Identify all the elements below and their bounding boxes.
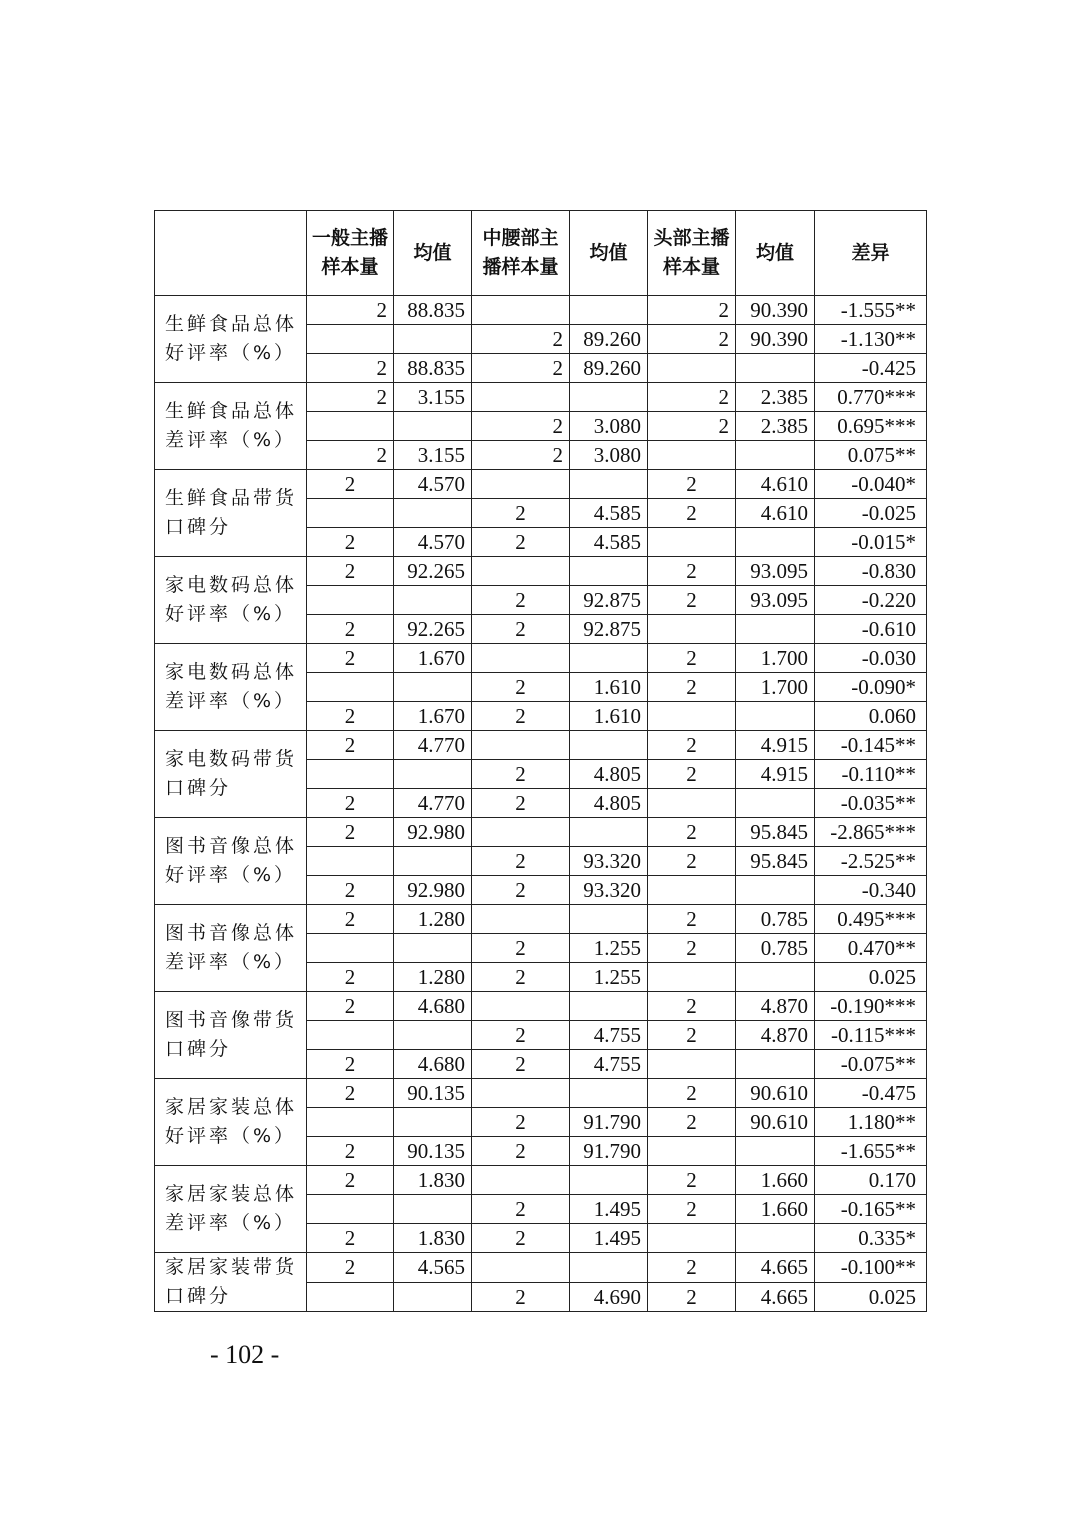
mid-mean-cell: 93.320 xyxy=(570,876,648,905)
general-sample-cell xyxy=(307,499,394,528)
top-sample-cell: 2 xyxy=(648,1282,736,1312)
mid-sample-cell: 2 xyxy=(472,760,570,789)
difference-cell: 0.060 xyxy=(815,702,927,731)
mid-sample-cell xyxy=(472,731,570,760)
mid-sample-cell xyxy=(472,1166,570,1195)
top-sample-cell: 2 xyxy=(648,731,736,760)
mid-mean-cell: 1.255 xyxy=(570,963,648,992)
difference-cell: -0.110** xyxy=(815,760,927,789)
top-mean-cell: 95.845 xyxy=(736,847,815,876)
general-mean-cell: 90.135 xyxy=(394,1079,472,1108)
table-row xyxy=(155,470,927,499)
mid-mean-cell xyxy=(570,1253,648,1283)
top-sample-cell: 2 xyxy=(648,1253,736,1283)
general-mean-cell xyxy=(394,1282,472,1312)
top-mean-cell: 90.390 xyxy=(736,296,815,325)
difference-cell: -0.035** xyxy=(815,789,927,818)
top-mean-cell xyxy=(736,702,815,731)
general-mean-cell: 3.155 xyxy=(394,383,472,412)
difference-cell: -1.655** xyxy=(815,1137,927,1166)
general-sample-cell xyxy=(307,673,394,702)
general-mean-cell: 4.680 xyxy=(394,1050,472,1079)
general-mean-cell xyxy=(394,499,472,528)
table-body xyxy=(155,296,927,1312)
general-sample-cell: 2 xyxy=(307,644,394,673)
top-mean-cell xyxy=(736,615,815,644)
difference-cell: -0.030 xyxy=(815,644,927,673)
top-sample-cell xyxy=(648,789,736,818)
metric-label: 家电数码总体好评率（%） xyxy=(155,557,307,644)
mid-mean-cell: 4.805 xyxy=(570,760,648,789)
difference-cell: 0.025 xyxy=(815,1282,927,1312)
metric-label: 家电数码带货口碑分 xyxy=(155,731,307,818)
top-sample-cell xyxy=(648,615,736,644)
top-sample-cell xyxy=(648,963,736,992)
mid-sample-cell: 2 xyxy=(472,1195,570,1224)
top-sample-cell: 2 xyxy=(648,673,736,702)
top-sample-cell: 2 xyxy=(648,934,736,963)
mid-mean-cell: 4.690 xyxy=(570,1282,648,1312)
difference-cell: -0.145** xyxy=(815,731,927,760)
mid-mean-cell: 1.255 xyxy=(570,934,648,963)
difference-cell: 1.180** xyxy=(815,1108,927,1137)
top-sample-cell: 2 xyxy=(648,325,736,354)
general-sample-cell: 2 xyxy=(307,992,394,1021)
top-mean-cell: 4.665 xyxy=(736,1282,815,1312)
mid-sample-cell: 2 xyxy=(472,1021,570,1050)
top-sample-cell: 2 xyxy=(648,1108,736,1137)
top-mean-cell: 90.390 xyxy=(736,325,815,354)
general-mean-cell xyxy=(394,412,472,441)
difference-cell: -0.015* xyxy=(815,528,927,557)
difference-cell: 0.770*** xyxy=(815,383,927,412)
general-mean-cell xyxy=(394,934,472,963)
difference-cell: -0.475 xyxy=(815,1079,927,1108)
top-mean-cell: 0.785 xyxy=(736,934,815,963)
top-mean-cell: 4.610 xyxy=(736,499,815,528)
top-mean-cell xyxy=(736,963,815,992)
top-sample-cell xyxy=(648,702,736,731)
metric-label: 图书音像总体差评率（%） xyxy=(155,905,307,992)
mid-sample-cell xyxy=(472,644,570,673)
mid-sample-cell: 2 xyxy=(472,702,570,731)
header-general-sample: 一般主播样本量 xyxy=(307,211,394,296)
table-row xyxy=(155,1079,927,1108)
mid-sample-cell: 2 xyxy=(472,1282,570,1312)
header-general-mean: 均值 xyxy=(394,211,472,296)
mid-sample-cell xyxy=(472,383,570,412)
top-mean-cell: 2.385 xyxy=(736,412,815,441)
mid-mean-cell xyxy=(570,383,648,412)
top-mean-cell: 4.870 xyxy=(736,992,815,1021)
general-sample-cell: 2 xyxy=(307,905,394,934)
general-mean-cell: 4.770 xyxy=(394,789,472,818)
table-row xyxy=(155,383,927,412)
metric-label: 生鲜食品总体好评率（%） xyxy=(155,296,307,383)
general-sample-cell xyxy=(307,1195,394,1224)
top-sample-cell: 2 xyxy=(648,992,736,1021)
general-sample-cell xyxy=(307,325,394,354)
general-mean-cell: 1.280 xyxy=(394,905,472,934)
top-sample-cell: 2 xyxy=(648,412,736,441)
header-mid-sample: 中腰部主播样本量 xyxy=(472,211,570,296)
general-mean-cell: 88.835 xyxy=(394,354,472,383)
mid-sample-cell xyxy=(472,992,570,1021)
table-row xyxy=(155,905,927,934)
top-sample-cell: 2 xyxy=(648,1166,736,1195)
difference-cell: -0.100** xyxy=(815,1253,927,1283)
mid-mean-cell: 1.495 xyxy=(570,1195,648,1224)
top-mean-cell xyxy=(736,528,815,557)
general-sample-cell: 2 xyxy=(307,1137,394,1166)
general-sample-cell xyxy=(307,760,394,789)
table-header-row xyxy=(155,211,927,296)
general-mean-cell xyxy=(394,673,472,702)
header-blank xyxy=(155,211,307,296)
top-mean-cell xyxy=(736,1137,815,1166)
metric-label: 家居家装总体差评率（%） xyxy=(155,1166,307,1253)
mid-sample-cell xyxy=(472,470,570,499)
mid-sample-cell: 2 xyxy=(472,934,570,963)
page-number: - 102 - xyxy=(210,1340,280,1369)
mid-sample-cell: 2 xyxy=(472,615,570,644)
general-sample-cell: 2 xyxy=(307,1253,394,1283)
general-mean-cell xyxy=(394,1108,472,1137)
general-mean-cell: 4.570 xyxy=(394,528,472,557)
general-mean-cell: 4.565 xyxy=(394,1253,472,1283)
mid-mean-cell xyxy=(570,1079,648,1108)
top-sample-cell xyxy=(648,354,736,383)
difference-cell: -0.075** xyxy=(815,1050,927,1079)
mid-sample-cell: 2 xyxy=(472,441,570,470)
mid-sample-cell: 2 xyxy=(472,1224,570,1253)
mid-mean-cell: 91.790 xyxy=(570,1108,648,1137)
top-mean-cell xyxy=(736,354,815,383)
general-sample-cell: 2 xyxy=(307,731,394,760)
top-mean-cell: 4.665 xyxy=(736,1253,815,1283)
general-sample-cell xyxy=(307,586,394,615)
top-mean-cell: 90.610 xyxy=(736,1079,815,1108)
top-mean-cell: 4.610 xyxy=(736,470,815,499)
mid-mean-cell: 92.875 xyxy=(570,615,648,644)
mid-sample-cell xyxy=(472,296,570,325)
mid-mean-cell: 93.320 xyxy=(570,847,648,876)
top-mean-cell: 1.700 xyxy=(736,673,815,702)
difference-cell: -0.115*** xyxy=(815,1021,927,1050)
difference-cell: -0.040* xyxy=(815,470,927,499)
general-sample-cell xyxy=(307,934,394,963)
mid-mean-cell xyxy=(570,818,648,847)
general-sample-cell xyxy=(307,412,394,441)
general-sample-cell: 2 xyxy=(307,383,394,412)
general-sample-cell: 2 xyxy=(307,818,394,847)
mid-sample-cell: 2 xyxy=(472,412,570,441)
mid-sample-cell: 2 xyxy=(472,499,570,528)
general-sample-cell: 2 xyxy=(307,296,394,325)
general-sample-cell: 2 xyxy=(307,354,394,383)
difference-cell: -0.190*** xyxy=(815,992,927,1021)
top-mean-cell xyxy=(736,441,815,470)
top-sample-cell xyxy=(648,1137,736,1166)
table-row xyxy=(155,818,927,847)
general-sample-cell: 2 xyxy=(307,702,394,731)
general-mean-cell: 4.570 xyxy=(394,470,472,499)
general-mean-cell xyxy=(394,847,472,876)
general-sample-cell: 2 xyxy=(307,470,394,499)
top-sample-cell xyxy=(648,876,736,905)
top-sample-cell xyxy=(648,441,736,470)
general-mean-cell: 1.830 xyxy=(394,1166,472,1195)
mid-mean-cell: 91.790 xyxy=(570,1137,648,1166)
mid-mean-cell xyxy=(570,905,648,934)
general-sample-cell: 2 xyxy=(307,876,394,905)
general-mean-cell: 1.670 xyxy=(394,644,472,673)
mid-sample-cell xyxy=(472,1253,570,1283)
mid-mean-cell xyxy=(570,557,648,586)
header-top-mean: 均值 xyxy=(736,211,815,296)
top-sample-cell: 2 xyxy=(648,557,736,586)
top-mean-cell xyxy=(736,1050,815,1079)
mid-sample-cell: 2 xyxy=(472,325,570,354)
general-mean-cell: 1.280 xyxy=(394,963,472,992)
table-row xyxy=(155,1253,927,1283)
top-mean-cell: 1.660 xyxy=(736,1195,815,1224)
general-sample-cell: 2 xyxy=(307,963,394,992)
difference-cell: -0.025 xyxy=(815,499,927,528)
general-mean-cell: 4.680 xyxy=(394,992,472,1021)
top-sample-cell: 2 xyxy=(648,1195,736,1224)
mid-mean-cell xyxy=(570,296,648,325)
difference-cell: -0.425 xyxy=(815,354,927,383)
top-mean-cell: 93.095 xyxy=(736,557,815,586)
top-mean-cell: 0.785 xyxy=(736,905,815,934)
general-sample-cell xyxy=(307,1021,394,1050)
general-mean-cell: 1.830 xyxy=(394,1224,472,1253)
mid-mean-cell: 4.805 xyxy=(570,789,648,818)
mid-mean-cell: 4.755 xyxy=(570,1021,648,1050)
general-sample-cell: 2 xyxy=(307,528,394,557)
general-mean-cell: 1.670 xyxy=(394,702,472,731)
metric-label: 家居家装带货口碑分 xyxy=(155,1253,307,1312)
difference-cell: 0.335* xyxy=(815,1224,927,1253)
top-sample-cell: 2 xyxy=(648,847,736,876)
difference-cell: 0.495*** xyxy=(815,905,927,934)
metric-label: 生鲜食品带货口碑分 xyxy=(155,470,307,557)
difference-cell: -0.165** xyxy=(815,1195,927,1224)
general-sample-cell xyxy=(307,1282,394,1312)
table-row xyxy=(155,731,927,760)
top-mean-cell xyxy=(736,789,815,818)
difference-cell: -2.525** xyxy=(815,847,927,876)
difference-cell: 0.695*** xyxy=(815,412,927,441)
top-sample-cell: 2 xyxy=(648,905,736,934)
top-sample-cell: 2 xyxy=(648,644,736,673)
table-row xyxy=(155,296,927,325)
top-mean-cell: 90.610 xyxy=(736,1108,815,1137)
mid-sample-cell: 2 xyxy=(472,673,570,702)
difference-cell: -0.340 xyxy=(815,876,927,905)
top-sample-cell xyxy=(648,528,736,557)
mid-sample-cell: 2 xyxy=(472,354,570,383)
top-sample-cell: 2 xyxy=(648,296,736,325)
general-mean-cell: 88.835 xyxy=(394,296,472,325)
top-mean-cell xyxy=(736,1224,815,1253)
top-mean-cell: 1.700 xyxy=(736,644,815,673)
mid-sample-cell: 2 xyxy=(472,789,570,818)
metric-label: 家居家装总体好评率（%） xyxy=(155,1079,307,1166)
general-mean-cell: 92.265 xyxy=(394,615,472,644)
top-mean-cell xyxy=(736,876,815,905)
general-mean-cell: 3.155 xyxy=(394,441,472,470)
difference-cell: -1.130** xyxy=(815,325,927,354)
table-row xyxy=(155,557,927,586)
top-mean-cell: 1.660 xyxy=(736,1166,815,1195)
header-top-sample: 头部主播样本量 xyxy=(648,211,736,296)
general-sample-cell: 2 xyxy=(307,1224,394,1253)
general-sample-cell: 2 xyxy=(307,789,394,818)
general-sample-cell xyxy=(307,847,394,876)
top-sample-cell: 2 xyxy=(648,1079,736,1108)
mid-mean-cell: 1.495 xyxy=(570,1224,648,1253)
top-sample-cell: 2 xyxy=(648,586,736,615)
general-mean-cell xyxy=(394,325,472,354)
top-sample-cell: 2 xyxy=(648,760,736,789)
general-mean-cell: 4.770 xyxy=(394,731,472,760)
general-mean-cell: 92.265 xyxy=(394,557,472,586)
mid-mean-cell: 1.610 xyxy=(570,702,648,731)
mid-sample-cell: 2 xyxy=(472,876,570,905)
mid-sample-cell: 2 xyxy=(472,1108,570,1137)
general-sample-cell xyxy=(307,1108,394,1137)
mid-mean-cell: 4.755 xyxy=(570,1050,648,1079)
difference-cell: 0.025 xyxy=(815,963,927,992)
general-sample-cell: 2 xyxy=(307,441,394,470)
comparison-table xyxy=(154,210,927,1312)
metric-label: 生鲜食品总体差评率（%） xyxy=(155,383,307,470)
top-mean-cell: 4.915 xyxy=(736,760,815,789)
top-mean-cell: 4.870 xyxy=(736,1021,815,1050)
mid-mean-cell: 92.875 xyxy=(570,586,648,615)
top-sample-cell: 2 xyxy=(648,1021,736,1050)
mid-sample-cell: 2 xyxy=(472,963,570,992)
difference-cell: -0.090* xyxy=(815,673,927,702)
mid-mean-cell xyxy=(570,644,648,673)
mid-mean-cell: 3.080 xyxy=(570,441,648,470)
mid-mean-cell: 89.260 xyxy=(570,325,648,354)
mid-mean-cell: 89.260 xyxy=(570,354,648,383)
difference-cell: -1.555** xyxy=(815,296,927,325)
general-sample-cell: 2 xyxy=(307,557,394,586)
mid-sample-cell: 2 xyxy=(472,847,570,876)
table-row xyxy=(155,1166,927,1195)
mid-mean-cell xyxy=(570,992,648,1021)
mid-mean-cell xyxy=(570,1166,648,1195)
general-mean-cell xyxy=(394,1021,472,1050)
top-mean-cell: 93.095 xyxy=(736,586,815,615)
general-mean-cell xyxy=(394,760,472,789)
difference-cell: 0.170 xyxy=(815,1166,927,1195)
difference-cell: -0.610 xyxy=(815,615,927,644)
header-mid-mean: 均值 xyxy=(570,211,648,296)
top-sample-cell: 2 xyxy=(648,818,736,847)
metric-label: 图书音像总体好评率（%） xyxy=(155,818,307,905)
mid-sample-cell xyxy=(472,557,570,586)
mid-sample-cell: 2 xyxy=(472,586,570,615)
mid-sample-cell: 2 xyxy=(472,1137,570,1166)
table-row xyxy=(155,644,927,673)
difference-cell: 0.075** xyxy=(815,441,927,470)
top-sample-cell xyxy=(648,1050,736,1079)
mid-sample-cell xyxy=(472,1079,570,1108)
metric-label: 家电数码总体差评率（%） xyxy=(155,644,307,731)
header-difference: 差异 xyxy=(815,211,927,296)
top-mean-cell: 2.385 xyxy=(736,383,815,412)
mid-sample-cell: 2 xyxy=(472,1050,570,1079)
top-sample-cell: 2 xyxy=(648,499,736,528)
metric-label: 图书音像带货口碑分 xyxy=(155,992,307,1079)
mid-mean-cell: 3.080 xyxy=(570,412,648,441)
difference-cell: -0.830 xyxy=(815,557,927,586)
difference-cell: -0.220 xyxy=(815,586,927,615)
general-mean-cell: 90.135 xyxy=(394,1137,472,1166)
mid-sample-cell xyxy=(472,905,570,934)
general-mean-cell xyxy=(394,586,472,615)
general-sample-cell: 2 xyxy=(307,615,394,644)
top-sample-cell xyxy=(648,1224,736,1253)
top-mean-cell: 4.915 xyxy=(736,731,815,760)
general-sample-cell: 2 xyxy=(307,1079,394,1108)
mid-mean-cell: 4.585 xyxy=(570,499,648,528)
mid-mean-cell xyxy=(570,731,648,760)
general-mean-cell: 92.980 xyxy=(394,876,472,905)
mid-sample-cell: 2 xyxy=(472,528,570,557)
difference-cell: -2.865*** xyxy=(815,818,927,847)
general-mean-cell: 92.980 xyxy=(394,818,472,847)
general-mean-cell xyxy=(394,1195,472,1224)
difference-cell: 0.470** xyxy=(815,934,927,963)
mid-mean-cell xyxy=(570,470,648,499)
mid-sample-cell xyxy=(472,818,570,847)
top-sample-cell: 2 xyxy=(648,470,736,499)
mid-mean-cell: 4.585 xyxy=(570,528,648,557)
top-mean-cell: 95.845 xyxy=(736,818,815,847)
table-row xyxy=(155,992,927,1021)
general-sample-cell: 2 xyxy=(307,1050,394,1079)
top-sample-cell: 2 xyxy=(648,383,736,412)
general-sample-cell: 2 xyxy=(307,1166,394,1195)
mid-mean-cell: 1.610 xyxy=(570,673,648,702)
